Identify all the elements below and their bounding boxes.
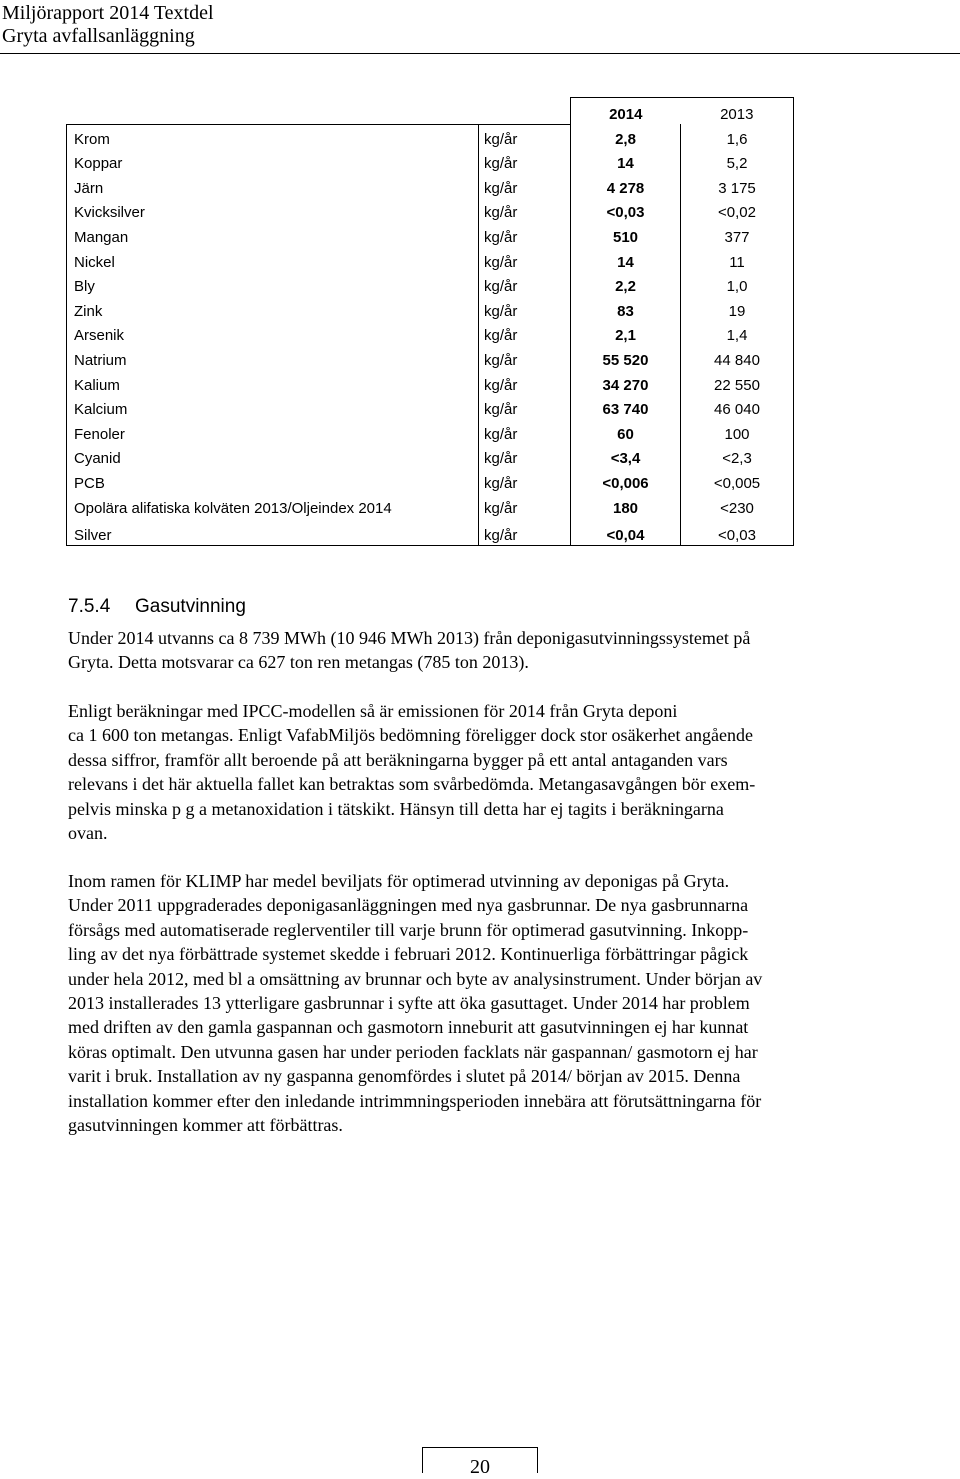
paragraph-line: varit i bruk. Installation av ny gaspanna genomfördes i slutet på 2014/ början av 2015. Denna [68,1066,741,1087]
substance-name: Nickel [67,247,479,272]
value-2013: 1,0 [681,272,794,297]
table-row [67,272,794,297]
table-row [67,370,794,395]
unit: kg/år [479,345,571,370]
value-2014: <0,03 [571,198,681,223]
table-row [67,444,794,469]
value-2014: 63 740 [571,395,681,420]
value-2014: 510 [571,222,681,247]
substance-name: Zink [67,296,479,321]
page-number: 20 [470,1456,490,1478]
table-row [67,124,794,149]
value-2014: <3,4 [571,444,681,469]
unit: kg/år [479,198,571,223]
substance-name: Järn [67,173,479,198]
value-2014: 180 [571,493,681,518]
value-2013: 100 [681,419,794,444]
table-row [67,419,794,444]
value-2013: 5,2 [681,149,794,174]
unit: kg/år [479,493,571,518]
table-row [67,247,794,272]
unit: kg/år [479,272,571,297]
paragraph-line: köras optimalt. Den utvunna gasen har under perioden facklats när gaspannan/ gasmotorn ej har [68,1041,758,1062]
substance-name: Kvicksilver [67,198,479,223]
section-title: Gasutvinning [135,596,246,617]
table-header-row [67,98,794,125]
unit: kg/år [479,222,571,247]
value-2014: <0,04 [571,518,681,546]
value-2014: 60 [571,419,681,444]
table-row [67,493,794,518]
facility-name: Gryta avfallsanläggning [2,25,195,47]
table-row [67,395,794,420]
paragraph-line: dessa siffror, framför allt beroende på att beräkningarna bygger på ett antal antaganden vars [68,749,728,770]
table-row [67,321,794,346]
substance-name: Natrium [67,345,479,370]
unit: kg/år [479,419,571,444]
value-2013: 1,4 [681,321,794,346]
value-2013: 11 [681,247,794,272]
value-2014: 14 [571,149,681,174]
value-2013: 377 [681,222,794,247]
unit: kg/år [479,444,571,469]
paragraph-line: pelvis minska p g a metanoxidation i tätskikt. Hänsyn till detta har ej tagits i beräkningarna [68,798,724,819]
unit: kg/år [479,468,571,493]
table-row [67,345,794,370]
section-number: 7.5.4 [68,596,111,617]
substance-name: Silver [67,518,479,546]
table-row [67,518,794,546]
paragraph-line: med driften av den gamla gaspannan och gasmotorn inneburit att gasutvinningen ej har kunnat [68,1017,749,1038]
value-2013: <0,03 [681,518,794,546]
value-2013: 46 040 [681,395,794,420]
paragraph-line: försågs med automatiserade reglerventiler till varje brunn för optimerad gasutvinning. Inkopp- [68,919,749,940]
value-2013: <0,005 [681,468,794,493]
unit: kg/år [479,247,571,272]
unit: kg/år [479,124,571,149]
table-row [67,468,794,493]
value-2014: 2,1 [571,321,681,346]
substance-name: Kalcium [67,395,479,420]
value-2013: 44 840 [681,345,794,370]
paragraph-1 [68,626,898,675]
paragraph-line: Under 2011 uppgraderades deponigasanläggningen med nya gasbrunnar. De nya gasbrunnarna [68,895,749,916]
header-rule [0,53,960,54]
paragraph-2 [68,699,898,845]
value-2014: 14 [571,247,681,272]
substance-name: Bly [67,272,479,297]
table-row [67,198,794,223]
value-2014: <0,006 [571,468,681,493]
column-header-2013: 2013 [681,98,794,125]
value-2013: <2,3 [681,444,794,469]
value-2014: 83 [571,296,681,321]
paragraph-line: installation kommer efter den inledande intrimmningsperioden innebära att förutsättningarna för [68,1090,762,1111]
paragraph-line: Enligt beräkningar med IPCC-modellen så är emissionen för 2014 från Gryta deponi [68,701,678,721]
emissions-table [66,97,794,546]
value-2014: 2,2 [571,272,681,297]
unit: kg/år [479,149,571,174]
section-heading [68,596,246,618]
footer-rule [422,1447,538,1448]
column-header-2014: 2014 [571,98,681,125]
substance-name: PCB [67,468,479,493]
paragraph-line: gasutvinningen kommer att förbättras. [68,1115,343,1136]
substance-name: Cyanid [67,444,479,469]
substance-name: Fenoler [67,419,479,444]
value-2013: 19 [681,296,794,321]
substance-name: Krom [67,124,479,149]
paragraph-line: 2013 installerades 13 ytterligare gasbrunnar i syfte att öka gasuttaget. Under 2014 har problem [68,993,750,1014]
value-2013: <230 [681,493,794,518]
report-title: Miljörapport 2014 Textdel [2,2,214,24]
substance-name: Kalium [67,370,479,395]
unit: kg/år [479,395,571,420]
value-2013: <0,02 [681,198,794,223]
table-row [67,173,794,198]
paragraph-line: Inom ramen för KLIMP har medel beviljats för optimerad utvinning av deponigas på Gryta. [68,871,730,891]
paragraph-line: Under 2014 utvanns ca 8 739 MWh (10 946 MWh 2013) från deponigasutvinningssystemet på [68,628,751,648]
table-row [67,222,794,247]
paragraph-line: Gryta. Detta motsvarar ca 627 ton ren metangas (785 ton 2013). [68,652,529,673]
value-2013: 3 175 [681,173,794,198]
paragraph-line: ca 1 600 ton metangas. Enligt VafabMiljös bedömning föreligger dock stor osäkerhet angående [68,725,753,746]
substance-name: Mangan [67,222,479,247]
value-2013: 22 550 [681,370,794,395]
substance-name: Koppar [67,149,479,174]
value-2013: 1,6 [681,124,794,149]
value-2014: 2,8 [571,124,681,149]
table-row [67,149,794,174]
page-header [0,0,960,56]
paragraph-line: ovan. [68,823,108,844]
table-row [67,296,794,321]
paragraph-3 [68,869,898,1137]
unit: kg/år [479,173,571,198]
unit: kg/år [479,296,571,321]
unit: kg/år [479,321,571,346]
unit: kg/år [479,518,571,546]
value-2014: 55 520 [571,345,681,370]
substance-name: Arsenik [67,321,479,346]
substance-name: Opolära alifatiska kolväten 2013/Oljeindex 2014 [67,493,479,518]
value-2014: 4 278 [571,173,681,198]
paragraph-line: under hela 2012, med bl a omsättning av brunnar och byte av analysinstrument. Under början av [68,968,763,989]
paragraph-line: ling av det nya förbättrade systemet skedde i februari 2012. Kontinuerliga förbättringar pågick [68,944,749,965]
value-2014: 34 270 [571,370,681,395]
unit: kg/år [479,370,571,395]
paragraph-line: relevans i det här aktuella fallet kan betraktas som svårbedömda. Metangasavgången bör exem- [68,774,756,795]
